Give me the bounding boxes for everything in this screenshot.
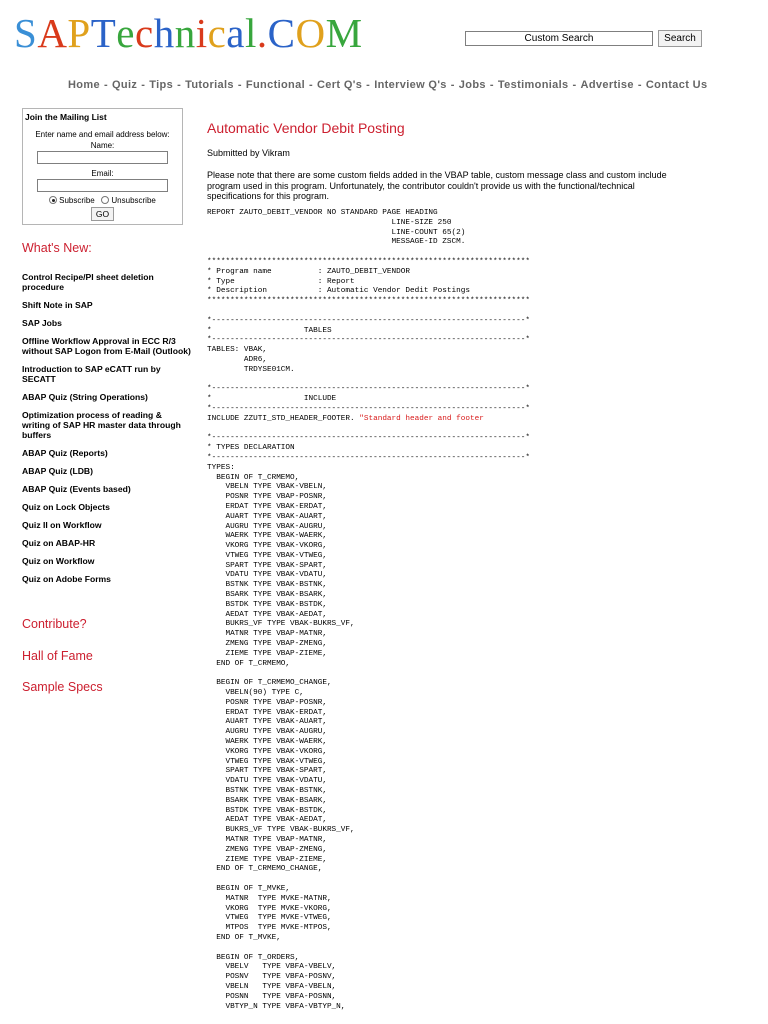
list-item: [22, 520, 192, 530]
name-label: Name:: [90, 141, 115, 150]
nav-separator: -: [366, 79, 371, 91]
search-input[interactable]: [465, 31, 653, 46]
logo-letter: M: [325, 10, 363, 56]
logo-letter: l: [245, 10, 257, 56]
list-item: [22, 364, 192, 384]
logo-letter: c: [207, 10, 227, 56]
logo-letter: A: [37, 10, 68, 56]
go-button[interactable]: GO: [91, 207, 114, 221]
nav-separator: -: [309, 79, 314, 91]
nav-link-functional[interactable]: Functional: [245, 79, 305, 91]
mailing-list-title: Join the Mailing List: [25, 112, 107, 122]
nav-link-cert-q-s[interactable]: Cert Q's: [317, 79, 363, 91]
logo-letter: a: [226, 10, 245, 56]
mailing-instructions: Enter name and email address below:: [35, 130, 170, 139]
subscribe-label: Subscribe: [59, 196, 95, 205]
list-item: [22, 556, 192, 566]
logo-letter: n: [174, 10, 196, 56]
logo-letter: T: [90, 10, 117, 56]
list-item: [22, 538, 192, 548]
nav-separator: -: [637, 79, 642, 91]
list-item: [22, 300, 192, 310]
news-link[interactable]: Quiz on Adobe Forms: [22, 574, 111, 584]
news-link[interactable]: SAP Jobs: [22, 318, 62, 328]
article-intro: Please note that there are some custom fields added in the VBAP table, custom message class and custom include program used in this program. Unfortunately, the contributor couldn't provide us with the functional/technical specifications for this program.: [207, 170, 667, 201]
whats-new-list: [22, 272, 192, 592]
logo-letter: h: [153, 10, 175, 56]
list-item: [22, 318, 192, 328]
subscription-options: [23, 196, 182, 205]
contribute-link[interactable]: Contribute?: [22, 617, 87, 631]
nav-separator: -: [237, 79, 242, 91]
code-part-1: REPORT ZAUTO_DEBIT_VENDOR NO STANDARD PAGE HEADING LINE-SIZE 250 LINE-COUNT 65(2) MESSAGE-ID ZSCM. ********************************************************************** * Program name : ZAUTO_DEBIT_VENDOR * Type : Report * Description : Automatic Vendor Dedit Postings ********************************************************************** *--------------------------------------------------------------------* * TABLES *--------------------------------------------------------------------* TABLES: VBAK, ADR6, TRDYSE01CM. *--------------------------------------------------------------------* * INCLUDE *--------------------------------------------------------------------* INCLUDE ZZUTI_STD_HEADER_FOOTER.: [207, 209, 530, 423]
logo-letter: O: [295, 10, 326, 56]
news-link[interactable]: Quiz on Workflow: [22, 556, 95, 566]
logo-letter: i: [195, 10, 208, 56]
article-byline: Submitted by Vikram: [207, 148, 290, 158]
nav-separator: -: [450, 79, 455, 91]
logo-letter: S: [14, 10, 38, 56]
nav-link-testimonials[interactable]: Testimonials: [497, 79, 569, 91]
nav-separator: -: [177, 79, 182, 91]
site-logo[interactable]: [14, 10, 363, 56]
news-link[interactable]: Control Recipe/PI sheet deletion procedure: [22, 272, 154, 292]
article: [207, 120, 677, 202]
nav-link-contact-us[interactable]: Contact Us: [645, 79, 708, 91]
mailing-list-box: [22, 108, 183, 225]
logo-letter: e: [116, 10, 135, 56]
news-link[interactable]: ABAP Quiz (String Operations): [22, 392, 148, 402]
logo-letter: .: [256, 10, 268, 56]
whats-new-heading: What's New:: [22, 241, 92, 255]
news-link[interactable]: Quiz on ABAP-HR: [22, 538, 96, 548]
news-link[interactable]: ABAP Quiz (LDB): [22, 466, 93, 476]
email-label: Email:: [91, 169, 114, 178]
hall-of-fame-link[interactable]: Hall of Fame: [22, 649, 93, 663]
list-item: [22, 574, 192, 584]
news-link[interactable]: Shift Note in SAP: [22, 300, 93, 310]
logo-letter: c: [134, 10, 154, 56]
list-item: [22, 448, 192, 458]
search-button[interactable]: Search: [658, 30, 702, 47]
nav-link-tutorials[interactable]: Tutorials: [185, 79, 234, 91]
sample-specs-link[interactable]: Sample Specs: [22, 680, 103, 694]
list-item: [22, 466, 192, 476]
nav-link-interview-q-s[interactable]: Interview Q's: [374, 79, 447, 91]
nav-link-quiz[interactable]: Quiz: [111, 79, 138, 91]
nav-link-tips[interactable]: Tips: [149, 79, 174, 91]
news-link[interactable]: Optimization process of reading & writing of SAP HR master data through buffers: [22, 410, 181, 440]
news-link[interactable]: Introduction to SAP eCATT run by SECATT: [22, 364, 161, 384]
nav-link-advertise[interactable]: Advertise: [580, 79, 634, 91]
nav-separator: -: [572, 79, 577, 91]
unsubscribe-label: Unsubscribe: [111, 196, 156, 205]
news-link[interactable]: ABAP Quiz (Events based): [22, 484, 131, 494]
code-comment: "Standard header and footer: [359, 414, 484, 423]
nav-link-home[interactable]: Home: [68, 79, 100, 91]
email-field[interactable]: [37, 179, 168, 192]
news-link[interactable]: ABAP Quiz (Reports): [22, 448, 108, 458]
subscribe-radio[interactable]: [49, 196, 57, 204]
nav-link-jobs[interactable]: Jobs: [458, 79, 486, 91]
nav-separator: -: [103, 79, 108, 91]
news-link[interactable]: Quiz on Lock Objects: [22, 502, 110, 512]
top-navigation: [68, 79, 708, 91]
nav-separator: -: [489, 79, 494, 91]
list-item: [22, 410, 192, 440]
list-item: [22, 502, 192, 512]
code-part-2: *--------------------------------------------------------------------* * TYPES DECLARATION *--------------------------------------------------------------------* TYPES: BEGIN OF T_CRMEMO, VBELN TYPE VBAK-VBELN, POSNR TYPE VBAP-POSNR, ERDAT TYPE VBAK-ERDAT, AUART TYPE VBAK-AUART, AUGRU TYPE VBAK-AUGRU, WAERK TYPE VBAK-WAERK, VKORG TYPE VBAK-VKORG, VTWEG TYPE VBAK-VTWEG, SPART TYPE VBAK-SPART, VDATU TYPE VBAK-VDATU, BSTNK TYPE VBAK-BSTNK, BSARK TYPE VBAK-BSARK, BSTDK TYPE VBAK-BSTDK, AEDAT TYPE VBAK-AEDAT, BUKRS_VF TYPE VBAK-BUKRS_VF, MATNR TYPE VBAP-MATNR, ZMENG TYPE VBAP-ZMENG, ZIEME TYPE VBAP-ZIEME, END OF T_CRMEMO, BEGIN OF T_CRMEMO_CHANGE, VBELN(90) TYPE C, POSNR TYPE VBAP-POSNR, ERDAT TYPE VBAK-ERDAT, AUART TYPE VBAK-AUART, AUGRU TYPE VBAK-AUGRU, WAERK TYPE VBAK-WAERK, VKORG TYPE VBAK-VKORG, VTWEG TYPE VBAK-VTWEG, SPART TYPE VBAK-SPART, VDATU TYPE VBAK-VDATU, BSTNK TYPE VBAK-BSTNK, BSARK TYPE VBAK-BSARK, BSTDK TYPE VBAK-BSTDK, AEDAT TYPE VBAK-AEDAT, BUKRS_VF TYPE VBAK-BUKRS_VF, MATNR TYPE VBAP-MATNR, ZMENG TYPE VBAP-ZMENG, ZIEME TYPE VBAP-ZIEME, END OF T_CRMEMO_CHANGE, BEGIN OF T_MVKE, MATNR TYPE MVKE-MATNR, VKORG TYPE MVKE-VKORG, VTWEG TYPE MVKE-VTWEG, MTPOS TYPE MVKE-MTPOS, END OF T_MVKE, BEGIN OF T_ORDERS, VBELV TYPE VBFA-VBELV, POSNV TYPE VBFA-POSNV, VBELN TYPE VBFA-VBELN, POSNN TYPE VBFA-POSNN, VBTYP_N TYPE VBFA-VBTYP_N,: [207, 434, 530, 1011]
abap-code-block: [207, 209, 530, 1012]
news-link[interactable]: Quiz II on Workflow: [22, 520, 102, 530]
list-item: [22, 336, 192, 356]
list-item: [22, 272, 192, 292]
logo-letter: C: [267, 10, 296, 56]
nav-separator: -: [141, 79, 146, 91]
logo-letter: P: [67, 10, 91, 56]
unsubscribe-radio[interactable]: [101, 196, 109, 204]
name-field[interactable]: [37, 151, 168, 164]
news-link[interactable]: Offline Workflow Approval in ECC R/3 without SAP Logon from E-Mail (Outlook): [22, 336, 191, 356]
list-item: [22, 392, 192, 402]
article-title: Automatic Vendor Debit Posting: [207, 120, 405, 136]
list-item: [22, 484, 192, 494]
